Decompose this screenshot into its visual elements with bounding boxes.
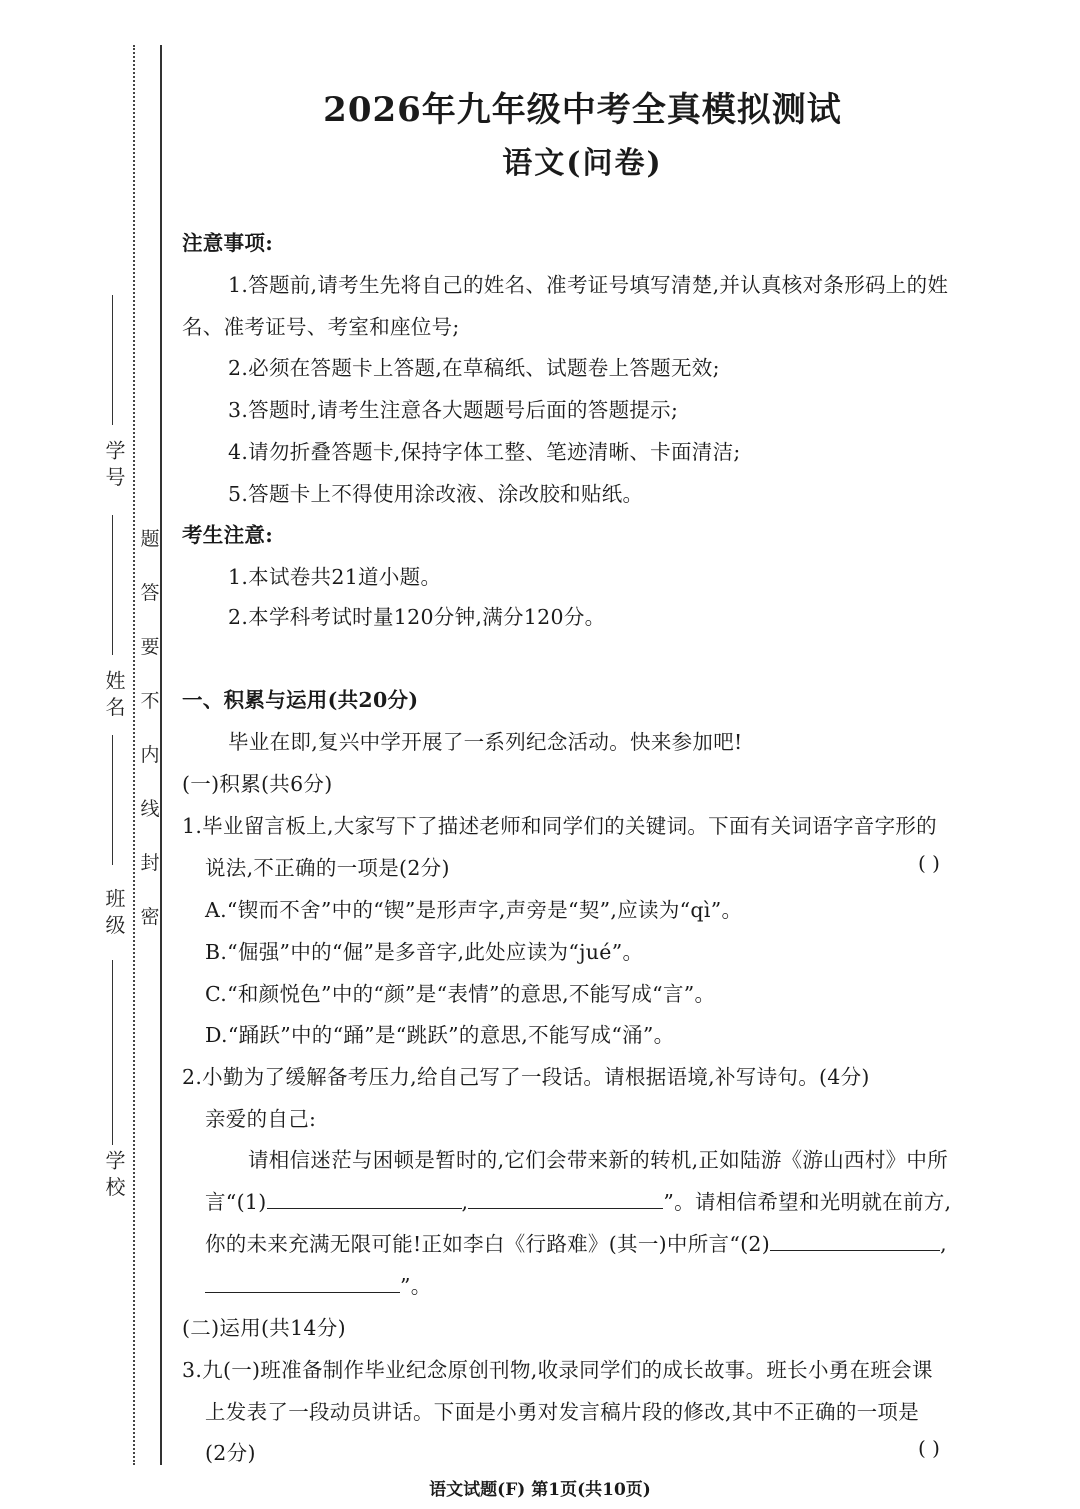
seal-char: 内	[140, 744, 160, 766]
binding-solid-line	[160, 45, 162, 1465]
option-b: B.“倔强”中的“倔”是多音字,此处应读为“jué”。	[205, 940, 644, 964]
option-c: C.“和颜悦色”中的“颜”是“表情”的意思,不能写成“言”。	[205, 982, 716, 1006]
question-3-text: 3.九(一)班准备制作毕业纪念原创刊物,收录同学们的成长故事。班长小勇在班会课	[182, 1358, 933, 1382]
seal-char: 要	[140, 636, 160, 658]
candidate-notice-item: 1.本试卷共21道小题。	[228, 565, 442, 589]
seal-char: 题	[140, 528, 160, 550]
question-1-text: 说法,不正确的一项是(2分)	[205, 856, 450, 880]
letter-greeting: 亲爱的自己:	[205, 1107, 317, 1131]
question-3-text: 上发表了一段动员讲话。下面是小勇对发言稿片段的修改,其中不正确的一项是	[205, 1400, 920, 1424]
notice-item: 4.请勿折叠答题卡,保持字体工整、笔迹清晰、卡面清洁;	[228, 440, 741, 464]
class-label: 班 级	[102, 888, 126, 935]
page-subtitle: 语文(问卷)	[502, 146, 663, 181]
school-label: 学 校	[102, 1150, 126, 1197]
notice-item: 1.答题前,请考生先将自己的姓名、准考证号填写清楚,并认真核对条形码上的姓	[228, 273, 949, 297]
question-1-text: 1.毕业留言板上,大家写下了描述老师和同学们的关键词。下面有关词语字音字形的	[182, 814, 937, 838]
letter-text-part: 言“(1)	[205, 1190, 267, 1214]
question-3-text: (2分)	[205, 1441, 256, 1465]
letter-comma: ,	[940, 1232, 947, 1256]
student-no-label: 学 号	[102, 440, 126, 487]
seal-char: 密	[140, 906, 160, 928]
answer-paren: ( )	[918, 851, 940, 875]
question-2-text: 2.小勤为了缓解备考压力,给自己写了一段话。请根据语境,补写诗句。(4分)	[182, 1065, 870, 1089]
letter-text	[205, 1227, 947, 1257]
page-footer: 语文试题(F) 第1页(共10页)	[429, 1480, 651, 1500]
section-heading: 一、积累与运用(共20分)	[182, 688, 419, 712]
letter-text	[205, 1269, 432, 1299]
seal-char: 封	[140, 852, 160, 874]
notice-heading: 注意事项:	[182, 231, 274, 255]
letter-text: 请相信迷茫与困顿是暂时的,它们会带来新的转机,正如陆游《游山西村》中所	[248, 1148, 949, 1172]
notice-item: 名、准考证号、考室和座位号;	[182, 315, 460, 339]
letter-text-part: 你的未来充满无限可能!正如李白《行路难》(其一)中所言“(2)	[205, 1232, 771, 1256]
option-d: D.“踊跃”中的“踊”是“跳跃”的意思,不能写成“涌”。	[205, 1023, 675, 1047]
candidate-notice-heading: 考生注意:	[182, 523, 274, 547]
page-title: 2026年九年级中考全真模拟测试	[323, 90, 842, 130]
seal-char: 不	[140, 690, 160, 712]
fill-blank-2b[interactable]	[205, 1272, 400, 1293]
answer-paren: ( )	[918, 1436, 940, 1460]
section-intro: 毕业在即,复兴中学开展了一系列纪念活动。快来参加吧!	[228, 730, 743, 754]
fill-blank-2a[interactable]	[770, 1230, 940, 1251]
notice-item: 3.答题时,请考生注意各大题题号后面的答题提示;	[228, 398, 679, 422]
fill-blank-1b[interactable]	[468, 1188, 663, 1209]
seal-warning-text	[140, 530, 160, 962]
student-no-blank	[112, 295, 113, 425]
seal-char: 线	[140, 798, 160, 820]
letter-text	[205, 1185, 951, 1215]
letter-text-part: ”。	[400, 1274, 432, 1298]
part-heading: (一)积累(共6分)	[182, 772, 333, 796]
letter-text-part: ”。请相信希望和光明就在前方,	[663, 1190, 952, 1214]
letter-comma: ,	[461, 1190, 469, 1214]
class-blank	[112, 735, 113, 865]
seal-char: 答	[140, 582, 160, 604]
option-a: A.“锲而不舍”中的“锲”是形声字,声旁是“契”,应读为“qì”。	[205, 898, 743, 922]
notice-item: 2.必须在答题卡上答题,在草稿纸、试题卷上答题无效;	[228, 356, 720, 380]
cut-dotted-line	[133, 45, 135, 1465]
part-heading: (二)运用(共14分)	[182, 1316, 346, 1340]
fill-blank-1a[interactable]	[267, 1188, 462, 1209]
school-blank	[112, 960, 113, 1145]
name-blank	[112, 515, 113, 655]
candidate-notice-item: 2.本学科考试时量120分钟,满分120分。	[228, 605, 606, 629]
notice-item: 5.答题卡上不得使用涂改液、涂改胶和贴纸。	[228, 482, 644, 506]
name-label: 姓 名	[102, 670, 126, 717]
